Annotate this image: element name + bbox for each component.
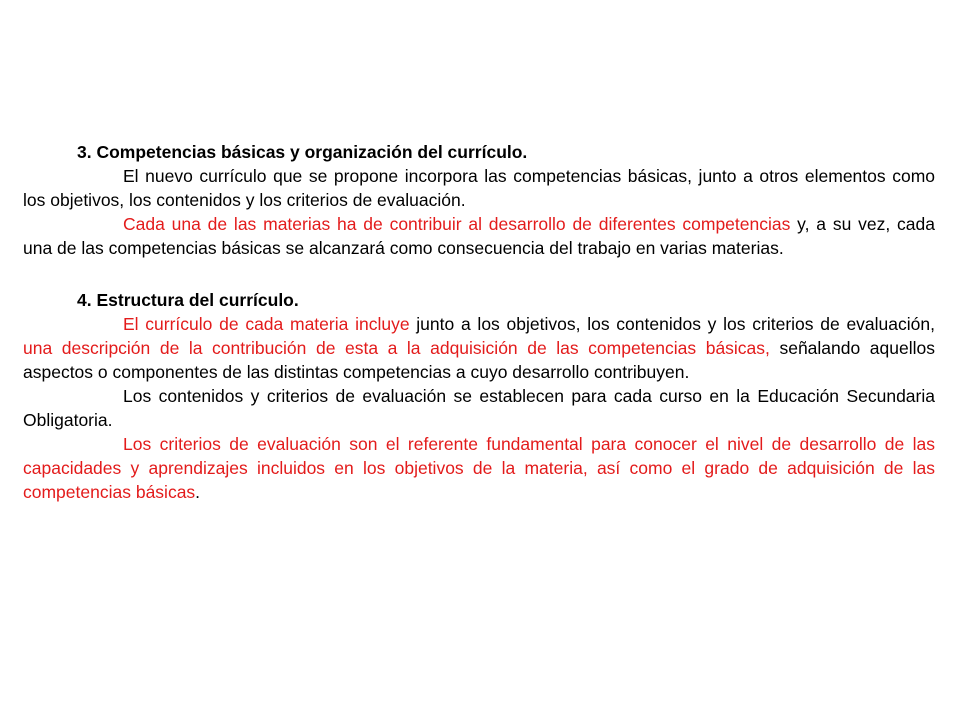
highlighted-text-run: El currículo de cada materia incluye bbox=[123, 314, 410, 334]
paragraph bbox=[23, 312, 935, 384]
highlighted-text-run: una descripción de la contribución de esta a la adquisición de las competencias básicas, bbox=[23, 338, 770, 358]
document-body bbox=[23, 140, 935, 504]
text-run: El nuevo currículo que se propone incorpora las competencias básicas, junto a otros elementos como los objetivos, los contenidos y los criterios de evaluación. bbox=[23, 166, 935, 210]
text-run: Los contenidos y criterios de evaluación se establecen para cada curso en la Educación Secundaria Obligatoria. bbox=[23, 386, 935, 430]
paragraph bbox=[23, 432, 935, 504]
paragraph bbox=[23, 384, 935, 432]
section-heading: 3. Competencias básicas y organización del currículo. bbox=[77, 142, 528, 162]
text-run: y, a su vez, cada una de las competencias básicas se alcanzará como consecuencia del trabajo en varias materias. bbox=[23, 214, 935, 258]
paragraph bbox=[23, 212, 935, 260]
paragraph bbox=[23, 164, 935, 212]
highlighted-text-run: Los criterios de evaluación son el referente fundamental para conocer el nivel de desarrollo de las capacidades y aprendizajes incluidos en los objetivos de la materia, así como el grado de adquisición de las competencias básicas bbox=[23, 434, 935, 502]
highlighted-text-run: Cada una de las materias ha de contribuir al desarrollo de diferentes competencias bbox=[123, 214, 791, 234]
section-spacer bbox=[23, 260, 935, 288]
text-run: junto a los objetivos, los contenidos y los criterios de evaluación, bbox=[409, 314, 935, 334]
section-heading: 4. Estructura del currículo. bbox=[77, 290, 299, 310]
text-run: . bbox=[195, 482, 201, 502]
text-run: señalando aquellos aspectos o componentes de las distintas competencias a cuyo desarrollo contribuyen. bbox=[23, 338, 935, 382]
